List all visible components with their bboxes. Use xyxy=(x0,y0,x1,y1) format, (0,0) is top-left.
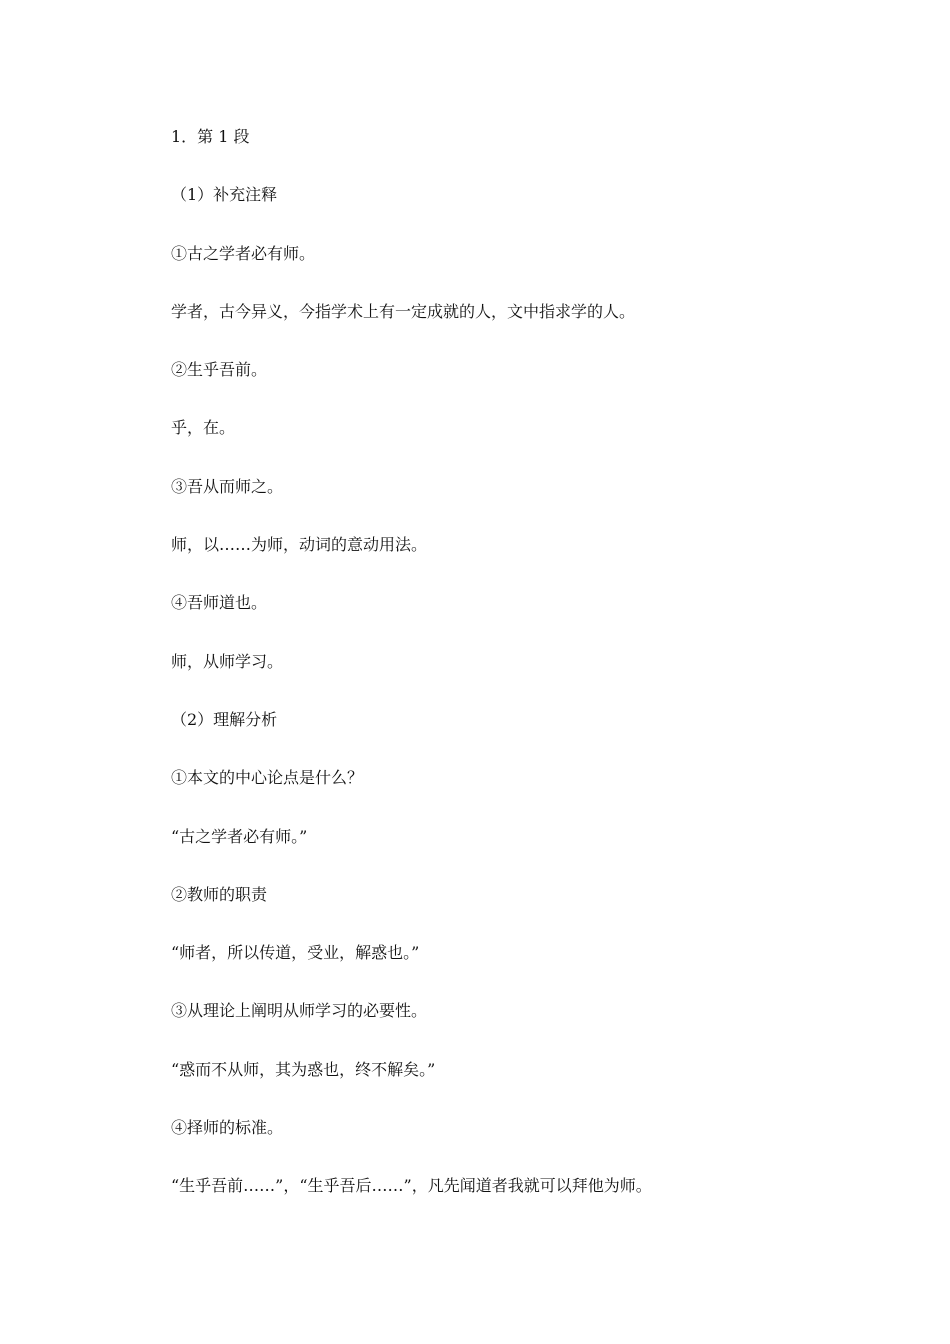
analysis-answer: “惑而不从师，其为惑也，终不解矣。” xyxy=(171,1059,436,1079)
analysis-answer: “古之学者必有师。” xyxy=(171,826,308,846)
section-heading: 1．第 1 段 xyxy=(171,127,250,146)
analysis-question: ③从理论上阐明从师学习的必要性。 xyxy=(171,1001,428,1021)
annotation-item: ④吾师道也。 xyxy=(171,593,268,613)
analysis-question: ①本文的中心论点是什么？ xyxy=(171,768,364,788)
annotation-item: ③吾从而师之。 xyxy=(171,476,284,496)
analysis-answer: “师者，所以传道，受业，解惑也。” xyxy=(171,943,420,963)
annotation-explanation: 学者，古今异义，今指学术上有一定成就的人，文中指求学的人。 xyxy=(171,301,636,321)
annotation-explanation: 师，从师学习。 xyxy=(171,651,284,671)
annotation-item: ②生乎吾前。 xyxy=(171,360,268,380)
annotation-item: ①古之学者必有师。 xyxy=(171,243,316,263)
subsection-heading-annotations: （1）补充注释 xyxy=(171,185,278,205)
analysis-answer: “生乎吾前……”，“生乎吾后……”，凡先闻道者我就可以拜他为师。 xyxy=(171,1176,652,1196)
analysis-question: ④择师的标准。 xyxy=(171,1118,284,1138)
analysis-question: ②教师的职责 xyxy=(171,884,268,904)
annotation-explanation: 师，以……为师，动词的意动用法。 xyxy=(171,535,428,555)
subsection-heading-analysis: （2）理解分析 xyxy=(171,709,278,729)
annotation-explanation: 乎，在。 xyxy=(171,418,236,438)
document-body xyxy=(171,126,871,1234)
